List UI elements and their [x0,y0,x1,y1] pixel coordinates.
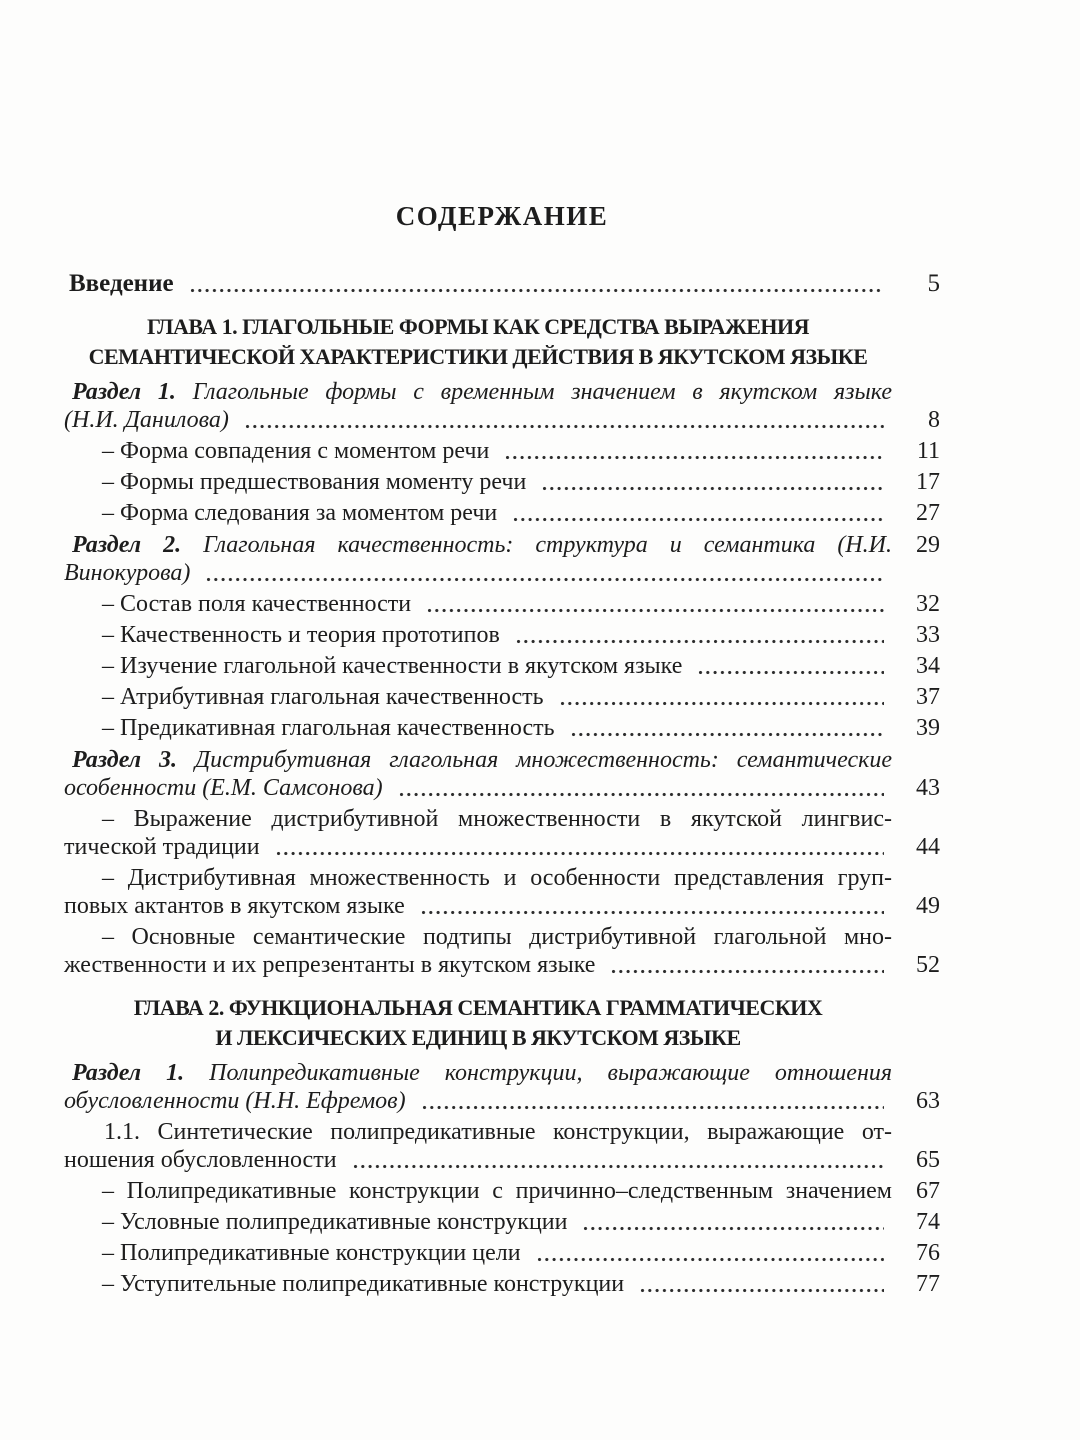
entry-text [102,1208,573,1236]
text-segment: – Полипредикативные конструкции с причинно–следственным значением [102,1178,892,1204]
toc-line [104,1118,940,1146]
page-number: 29 [916,532,940,558]
toc-line [72,378,940,406]
toc-entry [64,468,940,496]
toc-line [64,833,940,861]
dot-leader [516,639,884,644]
text-segment: повых актантов в якутском языке [64,893,411,919]
text-segment: Раздел 3. [72,747,177,773]
toc-line [102,1239,940,1267]
page-number: 65 [916,1147,940,1173]
text-segment: – Изучение глагольной качественности в якутском языке [102,653,689,679]
toc-line [64,892,940,920]
toc-entry [64,621,940,649]
heading-line: СЕМАНТИЧЕСКОЙ ХАРАКТЕРИСТИКИ ДЕЙСТВИЯ В ЯКУТСКОМ ЯЗЫКЕ [88,344,868,369]
dot-leader [571,732,884,737]
page-number: 39 [916,715,940,741]
entry-text [102,1177,892,1205]
toc-entry [64,1270,940,1298]
toc-entry [64,1177,940,1205]
toc-entry [64,805,940,861]
entry-text [72,746,892,774]
text-segment: – Уступительные полипредикативные конструкции [102,1271,631,1297]
dot-leader [537,1257,884,1262]
dot-leader [245,424,884,429]
toc-entry [64,746,940,802]
toc-line [64,1146,940,1174]
toc-line [102,1177,940,1205]
page-number: 67 [916,1178,940,1204]
toc-line [64,559,940,587]
entry-text [102,437,495,465]
entry-text [102,621,506,649]
page-number: 17 [916,469,940,495]
toc-line [102,864,940,892]
dot-leader [505,455,884,460]
heading-line: ГЛАВА 1. ГЛАГОЛЬНЫЕ ФОРМЫ КАК СРЕДСТВА ВЫРАЖЕНИЯ [146,314,810,339]
dot-leader [206,577,884,582]
text-segment: 1.1. Синтетические полипредикативные конструкции, выражающие от- [104,1119,892,1145]
page-content [64,200,940,1298]
toc-entry [64,378,940,434]
toc-line [102,499,940,527]
text-segment: – Полипредикативные конструкции цели [102,1240,527,1266]
text-segment: – Качественность и теория прототипов [102,622,506,648]
text-segment: – Дистрибутивная множественность и особенности представления груп- [102,865,892,891]
toc-line [64,774,940,802]
text-segment: Дистрибутивная глагольная множественность: семантические [176,747,892,773]
page-number: 52 [916,952,940,978]
toc-line [102,621,940,649]
entry-text [64,892,411,920]
entry-text [72,531,892,559]
page-number: 74 [916,1209,940,1235]
dot-leader [513,517,884,522]
entry-text [69,270,180,298]
text-segment: Раздел 1. [72,1060,185,1086]
heading-line: ГЛАВА 2. ФУНКЦИОНАЛЬНАЯ СЕМАНТИКА ГРАММАТИЧЕСКИХ [133,995,823,1020]
toc-line [102,468,940,496]
page-number: 5 [927,270,940,297]
dot-leader [560,701,884,706]
toc-entry [64,714,940,742]
text-segment: обусловленности (Н.Н. Ефремов) [64,1088,412,1114]
dot-leader [399,792,884,797]
toc-entry [64,437,940,465]
entry-text [64,1146,343,1174]
text-segment: – Основные семантические подтипы дистрибутивной глагольной мно- [102,924,892,950]
text-segment: Раздел 1. [72,379,176,405]
toc-line [64,406,940,434]
toc-entry [64,683,940,711]
page-number: 11 [916,438,940,464]
entry-text [64,406,235,434]
page-number: 76 [916,1240,940,1266]
text-segment: – Выражение дистрибутивной множественности в якутской лингвис- [102,806,892,832]
entry-text [102,590,417,618]
text-segment: Глагольная качественность: структура и семантика (Н.И. [181,532,892,558]
dot-leader [422,1105,884,1110]
entry-text [102,714,561,742]
chapter-heading [64,312,892,372]
page-number: 37 [916,684,940,710]
text-segment: ношения обусловленности [64,1147,343,1173]
toc-entry [64,590,940,618]
entry-text [64,774,389,802]
text-segment: – Формы предшествования моменту речи [102,469,533,495]
toc-entry [64,652,940,680]
entry-text [102,652,688,680]
page-number: 8 [928,407,940,433]
toc-entry [64,1239,940,1267]
toc-line [102,805,940,833]
dot-leader [421,910,884,915]
dot-leader [276,851,884,856]
toc-line [72,531,940,559]
dot-leader [353,1164,884,1169]
toc-entry [64,1118,940,1174]
toc-line [102,683,940,711]
toc-entry [64,531,940,587]
entry-text [102,1239,527,1267]
text-segment: Введение [69,270,180,297]
toc-entry [64,1059,940,1115]
text-segment: тической традиции [64,834,266,860]
toc-entry [64,864,940,920]
text-segment: – Форма следования за моментом речи [102,500,504,526]
text-segment: жественности и их репрезентанты в якутском языке [64,952,602,978]
entry-text [102,499,503,527]
entry-text [102,805,892,833]
text-segment: – Предикативная глагольная качественность [102,715,561,741]
toc-line [102,590,940,618]
page-number: 77 [916,1271,940,1297]
toc-list [64,270,940,1298]
toc-line [72,1059,940,1087]
dot-leader [698,670,884,675]
page-number: 44 [916,834,940,860]
toc-line [69,270,940,298]
page-number: 43 [916,775,940,801]
page-number: 33 [916,622,940,648]
entry-text [102,468,532,496]
text-segment: Винокурова) [64,560,197,586]
entry-text [64,951,601,979]
dot-leader [542,486,884,491]
page-title: СОДЕРЖАНИЕ [395,201,609,231]
entry-text [102,683,550,711]
entry-text [72,378,892,406]
entry-text [64,559,196,587]
text-segment: – Атрибутивная глагольная качественность [102,684,550,710]
text-segment: особенности (Е.М. Самсонова) [64,775,389,801]
dot-leader [427,608,884,613]
text-segment: (Н.И. Данилова) [64,407,235,433]
heading-line: И ЛЕКСИЧЕСКИХ ЕДИНИЦ В ЯКУТСКОМ ЯЗЫКЕ [215,1025,741,1050]
text-segment: – Состав поля качественности [102,591,418,617]
text-segment: Полипредикативные конструкции, выражающие отношения [184,1060,893,1086]
page-number: 49 [916,893,940,919]
entry-text [104,1118,892,1146]
dot-leader [583,1226,884,1231]
text-segment: – Форма совпадения с моментом речи [102,438,496,464]
toc-entry [64,270,940,298]
page-number: 63 [916,1088,940,1114]
page-number: 27 [916,500,940,526]
toc-line [72,746,940,774]
text-segment: – Условные полипредикативные конструкции [102,1209,574,1235]
text-segment: Раздел 2. [72,532,182,558]
toc-entry [64,923,940,979]
chapter-heading [64,993,892,1053]
text-segment: Глагольные формы с временным значением в якутском языке [175,379,892,405]
page-number: 34 [916,653,940,679]
dot-leader [611,969,884,974]
toc-line [64,951,940,979]
toc-line [102,1208,940,1236]
dot-leader [190,288,884,293]
dot-leader [640,1288,884,1293]
toc-line [102,1270,940,1298]
toc-line [102,652,940,680]
entry-text [102,864,892,892]
toc-entry [64,1208,940,1236]
entry-text [72,1059,892,1087]
toc-line [102,714,940,742]
toc-line [102,437,940,465]
entry-text [64,833,266,861]
entry-text [102,923,892,951]
page-number: 32 [916,591,940,617]
entry-text [64,1087,412,1115]
toc-line [64,1087,940,1115]
toc-entry [64,499,940,527]
entry-text [102,1270,630,1298]
toc-line [102,923,940,951]
